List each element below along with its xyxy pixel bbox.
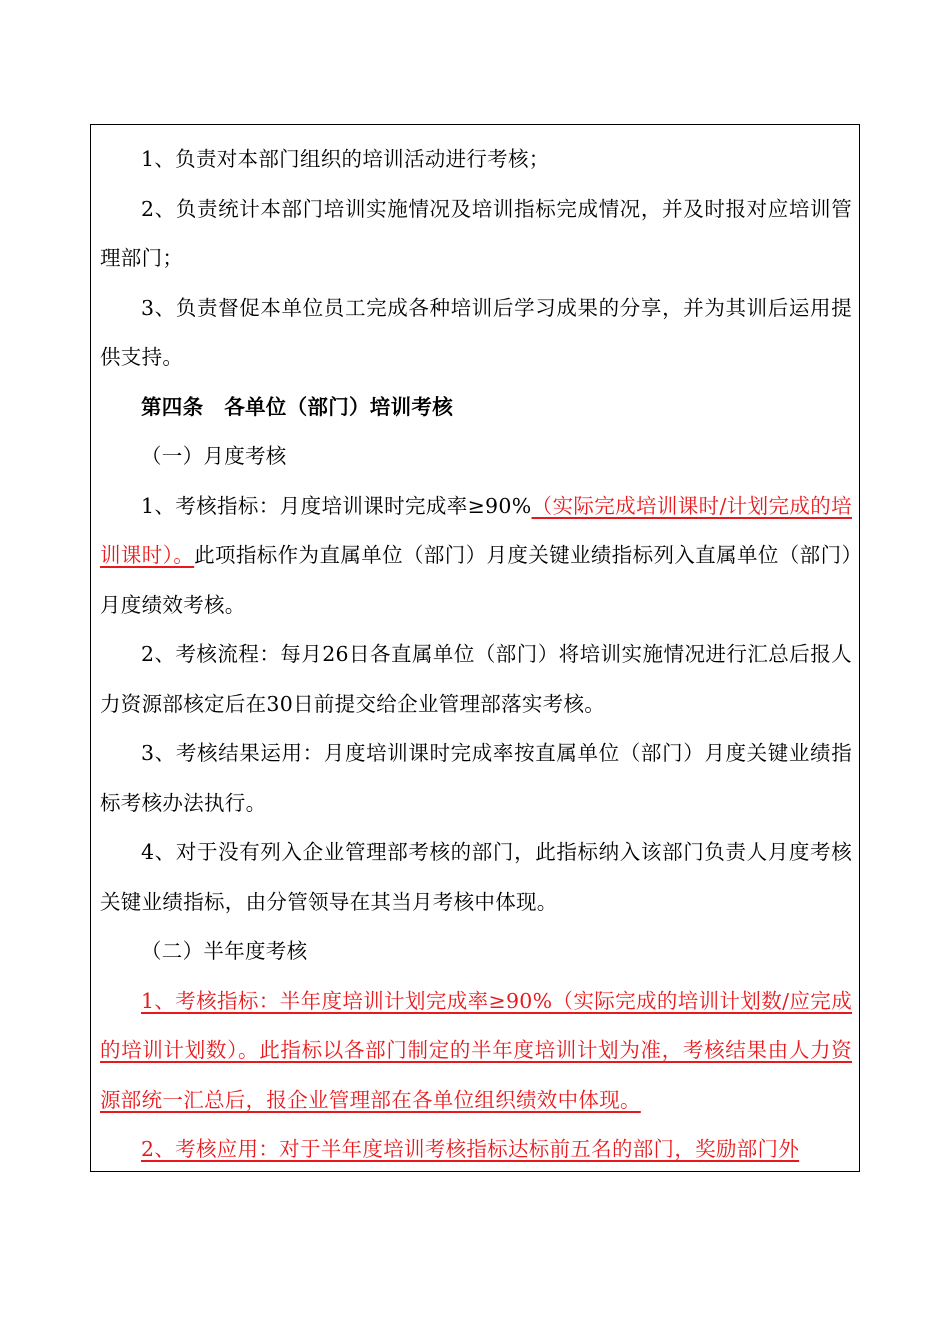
duty-item-2: 2、负责统计本部门培训实施情况及培训指标完成情况，并及时报对应培训管理部门； xyxy=(100,196,852,270)
document-table-cell xyxy=(90,124,860,1172)
document-body xyxy=(100,135,852,1172)
half-year-item-2: 2、考核应用：对于半年度培训考核指标达标前五名的部门，奖励部门外 xyxy=(141,1137,800,1161)
article-4-heading: 第四条 各单位（部门）培训考核 xyxy=(141,394,453,419)
monthly-item-2: 2、考核流程：每月26日各直属单位（部门）将培训实施情况进行汇总后报人力资源部核定后在30日前提交给企业管理部落实考核。 xyxy=(100,642,852,716)
section-half-year-heading: （二）半年度考核 xyxy=(141,939,308,963)
monthly-item-3: 3、考核结果运用：月度培训课时完成率按直属单位（部门）月度关键业绩指标考核办法执行。 xyxy=(100,741,852,815)
section-monthly-heading: （一）月度考核 xyxy=(141,444,287,468)
half-year-item-1: 1、考核指标：半年度培训计划完成率≥90%（实际完成的培训计划数/应完成的培训计划数）。此指标以各部门制定的半年度培训计划为准，考核结果由人力资源部统一汇总后，报企业管理部在各单位组织绩效中体现。 xyxy=(100,988,852,1112)
duty-item-3: 3、负责督促本单位员工完成各种培训后学习成果的分享，并为其训后运用提供支持。 xyxy=(100,295,852,369)
monthly-item-1: 1、考核指标：月度培训课时完成率≥90%（实际完成培训课时/计划完成的培训课时）。此项指标作为直属单位（部门）月度关键业绩指标列入直属单位（部门）月度绩效考核。 xyxy=(100,493,852,617)
revision-inserted-text: （实际完成培训课时/计划完成的培训课时）。 xyxy=(100,493,852,567)
monthly-item-4: 4、对于没有列入企业管理部考核的部门，此指标纳入该部门负责人月度考核关键业绩指标，由分管领导在其当月考核中体现。 xyxy=(100,840,852,914)
duty-item-1: 1、负责对本部门组织的培训活动进行考核； xyxy=(141,147,550,171)
